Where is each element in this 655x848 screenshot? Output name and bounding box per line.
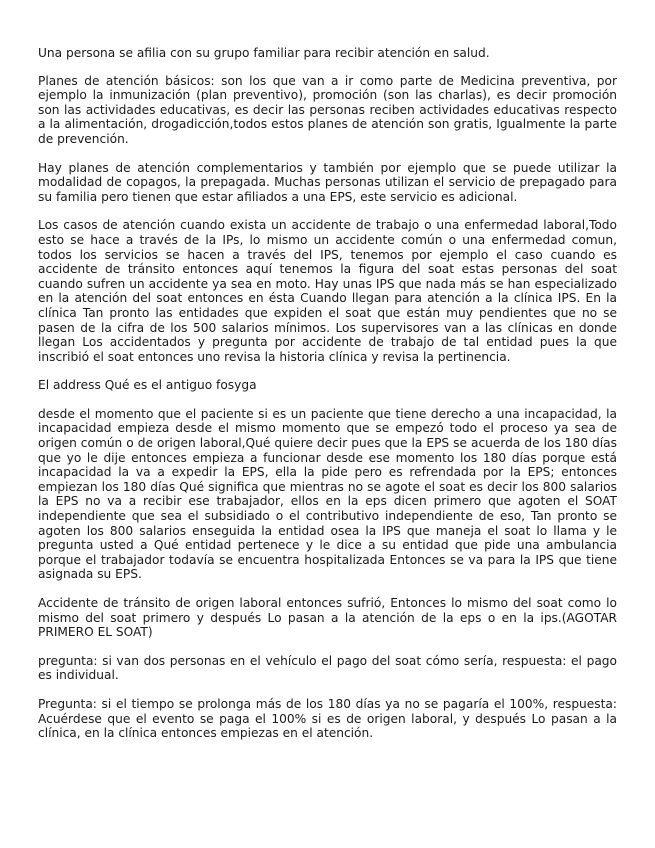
paragraph-pregunta-vehiculo: pregunta: si van dos personas en el vehículo el pago del soat cómo sería, respuesta: el pago es individual. xyxy=(38,653,617,683)
paragraph-incapacidad: desde el momento que el paciente si es un paciente que tiene derecho a una incapacidad, la incapacidad empieza desde el mismo momento que se empezó todo el proceso ya sea de origen común o de origen laboral,Qué quiere decir pues que la EPS se acuerda de los 180 días que yo le dije entonces empieza a funcionar desde ese momento los 180 días porque está incapacidad la va a expedir la EPS, ella la pide pero es refrendada por la EPS; entonces empiezan los 180 días Qué significa que mientras no se agote el soat es decir los 800 salarios la EPS no va a recibir ese trabajador, ellos en la eps dicen primero que agoten el SOAT independiente que sea el subsidiado o el contributivo independiente de eso, Tan pronto se agoten los 800 salarios enseguida la entidad osea la IPS que maneja el soat lo llama y le pregunta usted a Qué entidad pertenece y le dice a su entidad que pide una ambulancia porque el trabajador todavía se encuentra hospitalizada Entonces se va para la IPS que tiene asignada su EPS. xyxy=(38,406,617,582)
paragraph-planes-basicos: Planes de atención básicos: son los que van a ir como parte de Medicina preventiva, por ejemplo la inmunización (plan preventivo), promoción (son las charlas), es decir promoción son las actividades educativas, es decir las personas reciben actividades educativas respecto a la alimentación, drogadicción,todos estos planes de atención son gratis, Igualmente la parte de prevención. xyxy=(38,73,617,146)
paragraph-accidente-transito: Accidente de tránsito de origen laboral entonces sufrió, Entonces lo mismo del soat como lo mismo del soat primero y después Lo pasan a la atención de la eps o en la ips.(AGOTAR PRIMERO EL SOAT) xyxy=(38,596,617,640)
paragraph-address-fosyga: El address Qué es el antiguo fosyga xyxy=(38,378,257,393)
paragraph-casos-atencion: Los casos de atención cuando exista un accidente de trabajo o una enfermedad laboral,Todo esto se hace a través de la IPs, lo mismo un accidente común o una enfermedad comun, todos los servicios se hacen a través del IPS, tenemos por ejemplo el caso cuando es accidente de tránsito entonces aquí tenemos la figura del soat estas personas del soat cuando sufren un accidente ya sea en moto. Hay unas IPS que nada más se han especializado en la atención del soat entonces en ésta Cuando llegan para atención a la clínica IPS. En la clínica Tan pronto las entidades que expiden el soat que están muy pendientes que no se pasen de la cifra de los 500 salarios mínimos. Los supervisores van a las clínicas en donde llegan Los accidentados y pregunta por accidente de trabajo de tal entidad pues la que inscribió el soat entonces uno revisa la historia clínica y revisa la pertinencia. xyxy=(38,218,617,364)
paragraph-pregunta-180-dias: Pregunta: si el tiempo se prolonga más de los 180 días ya no se pagaría el 100%, respuesta: Acuérdese que el evento se paga el 100% si es de origen laboral, y después Lo pasan a la clínica, en la clínica entonces empiezas en el atención. xyxy=(38,696,617,741)
paragraph-afiliacion: Una persona se afilia con su grupo familiar para recibir atención en salud. xyxy=(38,46,490,60)
document-page xyxy=(38,46,617,755)
paragraph-planes-complementarios: Hay planes de atención complementarios y también por ejemplo que se puede utilizar la modalidad de copagos, la prepagada. Muchas personas utilizan el servicio de prepagado para su familia pero tienen que estar afiliados a una EPS, este servicio es adicional. xyxy=(38,160,617,204)
